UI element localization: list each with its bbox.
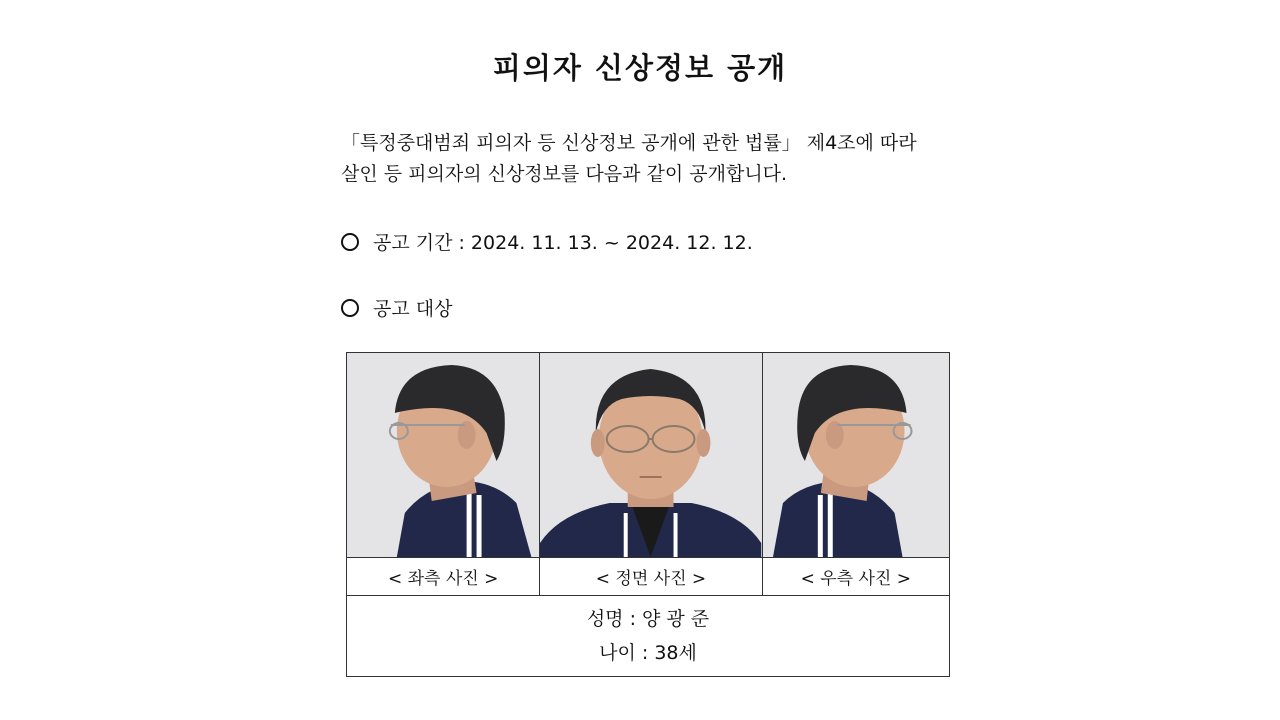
- photo-cell-left: [347, 353, 540, 558]
- notice-target: [341, 294, 452, 321]
- right-profile-photo: [763, 353, 949, 557]
- circle-bullet-icon: [341, 233, 359, 251]
- notice-period: [341, 228, 753, 255]
- suspect-profile-table: [346, 352, 950, 677]
- info-row: [347, 596, 950, 677]
- suspect-info-cell: [347, 596, 950, 677]
- front-photo: [540, 353, 761, 557]
- front-photo-caption: < 정면 사진 >: [540, 558, 762, 596]
- caption-row: [347, 558, 950, 596]
- photo-row: [347, 353, 950, 558]
- right-photo-caption: < 우측 사진 >: [762, 558, 949, 596]
- left-profile-photo: [347, 353, 539, 557]
- intro-paragraph: [341, 128, 961, 190]
- intro-line-1: 「특정중대범죄 피의자 등 신상정보 공개에 관한 법률」 제4조에 따라: [341, 132, 917, 154]
- suspect-name: 성명 : 양 광 준: [586, 608, 710, 630]
- page-title: 피의자 신상정보 공개: [492, 51, 788, 85]
- left-photo-caption: < 좌측 사진 >: [347, 558, 540, 596]
- circle-bullet-icon: [341, 299, 359, 317]
- suspect-age: 나이 : 38세: [599, 642, 697, 664]
- photo-cell-front: [540, 353, 762, 558]
- intro-line-2: 살인 등 피의자의 신상정보를 다음과 같이 공개합니다.: [341, 163, 788, 185]
- notice-period-text: 공고 기간 : 2024. 11. 13. ~ 2024. 12. 12.: [373, 232, 753, 254]
- photo-cell-right: [762, 353, 949, 558]
- notice-target-text: 공고 대상: [373, 298, 453, 320]
